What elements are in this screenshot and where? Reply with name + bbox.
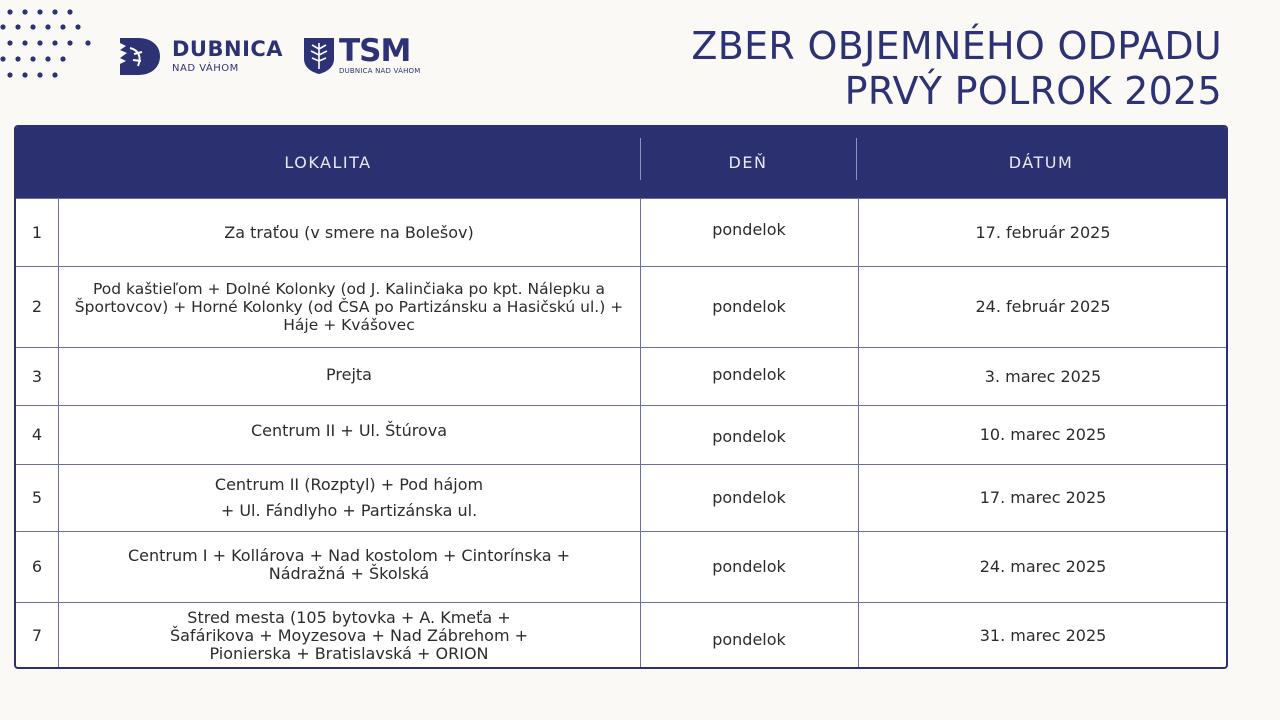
row-day: pondelok	[712, 364, 786, 384]
row-number: 6	[31, 557, 43, 576]
row-day: pondelok	[712, 630, 786, 649]
dubnica-leaf-icon	[114, 34, 162, 78]
row-location: Za traťou (v smere na Bolešov)	[224, 222, 474, 242]
dubnica-logo	[114, 34, 283, 78]
title-line-2: PRVÝ POLROK 2025	[844, 69, 1222, 113]
header-date: DÁTUM	[1008, 153, 1074, 172]
tsm-shield-icon	[303, 37, 335, 75]
dubnica-logo-name: DUBNICA	[172, 36, 284, 61]
row-date: 24. február 2025	[975, 297, 1111, 316]
dubnica-logo-sub: NAD VÁHOM	[172, 62, 239, 74]
row-day: pondelok	[712, 219, 786, 239]
tsm-logo-name: TSM	[339, 33, 411, 69]
schedule-table	[14, 125, 1228, 669]
row-day: pondelok	[712, 297, 786, 316]
tsm-logo-sub: DUBNICA NAD VÁHOM	[339, 67, 421, 75]
row-number: 4	[31, 425, 43, 444]
row-location: Stred mesta (105 bytovka + A. Kmeťa + Šafárikova + Moyzesova + Nad Zábrehom + Pionierska + Bratislavská + ORION	[169, 608, 529, 663]
row-day: pondelok	[712, 557, 786, 576]
table-header	[16, 127, 1226, 198]
page-title	[691, 24, 1222, 114]
row-date: 24. marec 2025	[979, 557, 1107, 576]
header-day: DEŇ	[728, 153, 768, 172]
table-row	[16, 531, 1226, 602]
table-row	[16, 464, 1226, 531]
row-number: 1	[31, 222, 43, 242]
row-date: 31. marec 2025	[979, 626, 1107, 645]
row-location: Centrum I + Kollárova + Nad kostolom + Cintorínska + Nádražná + Školská	[127, 546, 571, 583]
row-day: pondelok	[712, 488, 786, 507]
title-line-1: ZBER OBJEMNÉHO ODPADU	[691, 24, 1222, 68]
table-row	[16, 602, 1226, 669]
row-date: 17. marec 2025	[979, 488, 1107, 507]
tsm-logo	[303, 33, 421, 75]
row-date: 3. marec 2025	[984, 366, 1102, 386]
table-row	[16, 347, 1226, 405]
row-day: pondelok	[712, 427, 786, 446]
row-location: Prejta	[326, 364, 372, 384]
row-number: 3	[31, 366, 43, 386]
row-date: 10. marec 2025	[979, 425, 1107, 444]
row-date: 17. február 2025	[975, 222, 1111, 242]
row-number: 5	[31, 488, 43, 507]
row-number: 2	[31, 297, 43, 316]
row-location: Centrum II + Ul. Štúrova	[250, 421, 448, 440]
table-row	[16, 266, 1226, 347]
row-location: Centrum II (Rozptyl) + Pod hájom + Ul. Fándlyho + Partizánska ul.	[214, 475, 484, 520]
row-number: 7	[31, 626, 43, 645]
table-row	[16, 198, 1226, 266]
header-location: LOKALITA	[284, 153, 372, 172]
dot-grid-decoration	[0, 8, 100, 88]
row-location: Pod kaštieľom + Dolné Kolonky (od J. Kalinčiaka po kpt. Nálepku a Športovcov) + Horné Kolonky (od ČSA po Partizánsku a Hasičskú ul.) + Háje + Kvášovec	[74, 280, 624, 334]
table-row	[16, 405, 1226, 464]
